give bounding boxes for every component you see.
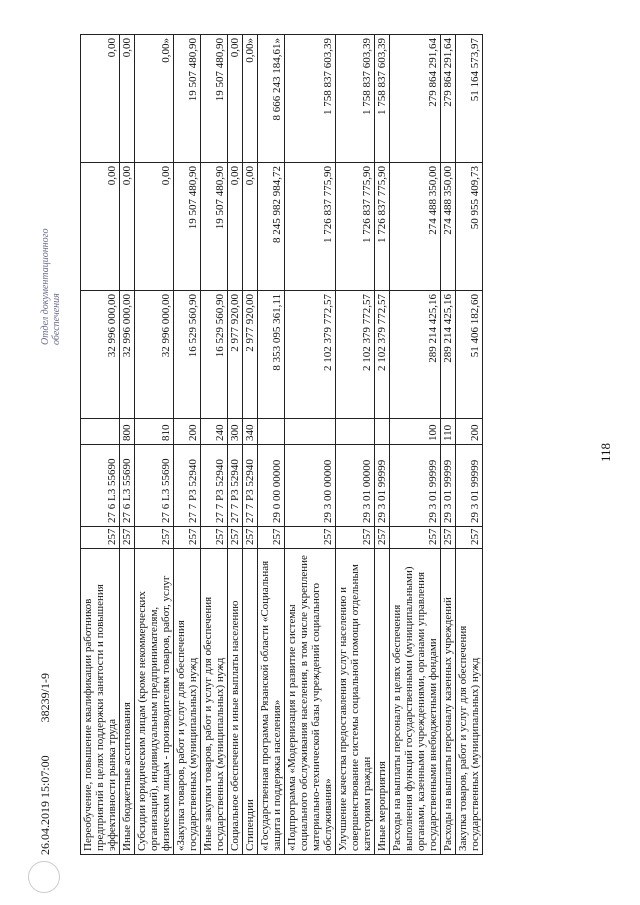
row-value-2021: 279 864 291,64: [390, 35, 441, 163]
row-value-2021: 1 758 837 603,39: [285, 35, 336, 163]
row-name: Иные мероприятия: [375, 549, 390, 855]
row-vr-code: 110: [441, 419, 456, 445]
row-cs-code: 27 7 P3 52940: [228, 445, 243, 527]
row-value-2021: 0,00»: [135, 35, 174, 163]
row-value-2019: 2 977 920,00: [228, 291, 243, 419]
row-cs-code: 29 3 01 99999: [441, 445, 456, 527]
stamp-line-2: обеспечения: [51, 293, 62, 345]
row-value-2020: 19 507 480,90: [201, 163, 228, 291]
row-name: Иные закупки товаров, работ и услуг для обеспечения государственных (муниципальных) нужд: [201, 549, 228, 855]
row-value-2020: 274 488 350,00: [441, 163, 456, 291]
row-value-2019: 32 996 000,00: [81, 291, 120, 419]
row-cs-code: 27 7 P3 52940: [201, 445, 228, 527]
row-name: Иные бюджетные ассигнования: [120, 549, 135, 855]
row-vr-code: 800: [120, 419, 135, 445]
table-row: [120, 35, 135, 855]
row-value-2019: 2 102 379 772,57: [336, 291, 375, 419]
row-name: Расходы на выплаты персоналу казенных учреждений: [441, 549, 456, 855]
row-gr-code: 257: [243, 527, 258, 549]
row-name: «Подпрограмма «Модернизация и развитие системы социального обслуживания населения, в том числе укрепление материально-технической базы учреждений социального обслуживания»: [285, 549, 336, 855]
row-cs-code: 27 7 P3 52940: [243, 445, 258, 527]
table-row: [456, 35, 483, 855]
row-gr-code: 257: [228, 527, 243, 549]
row-vr-code: [336, 419, 375, 445]
row-value-2020: 1 726 837 775,90: [336, 163, 375, 291]
row-cs-code: 29 3 01 99999: [390, 445, 441, 527]
row-vr-code: [285, 419, 336, 445]
row-cs-code: 27 6 L3 55690: [120, 445, 135, 527]
row-value-2019: 16 529 560,90: [174, 291, 201, 419]
stamp-line-1: Отдел документационного: [40, 228, 51, 345]
row-value-2021: 1 758 837 603,39: [375, 35, 390, 163]
page-number: 118: [598, 442, 613, 463]
row-gr-code: 257: [336, 527, 375, 549]
row-vr-code: 340: [243, 419, 258, 445]
row-value-2021: 19 507 480,90: [174, 35, 201, 163]
row-name: Улучшение качества предоставления услуг населению и совершенствование системы социальной помощи отдельным категориям граждан: [336, 549, 375, 855]
row-value-2020: 274 488 350,00: [390, 163, 441, 291]
row-cs-code: 29 3 00 00000: [285, 445, 336, 527]
row-value-2020: 50 955 409,73: [456, 163, 483, 291]
row-name: Расходы на выплаты персоналу в целях обеспечения выполнения функций государственными (муниципальными) органами, казенными учреждениями, органами управления государственными внебюджетными фондами: [390, 549, 441, 855]
row-value-2019: 2 977 920,00: [243, 291, 258, 419]
row-value-2019: 32 996 000,00: [120, 291, 135, 419]
table-row: [375, 35, 390, 855]
row-vr-code: 240: [201, 419, 228, 445]
row-vr-code: 200: [174, 419, 201, 445]
row-value-2019: 8 353 095 361,11: [258, 291, 285, 419]
row-vr-code: 200: [456, 419, 483, 445]
row-value-2020: 0,00: [135, 163, 174, 291]
row-value-2019: 32 996 000,00: [135, 291, 174, 419]
row-name: Социальное обеспечение и иные выплаты населению: [228, 549, 243, 855]
row-gr-code: 257: [375, 527, 390, 549]
row-name: Закупка товаров, работ и услуг для обеспечения государственных (муниципальных) нужд: [456, 549, 483, 855]
row-name: Субсидии юридическим лицам (кроме некоммерческих организаций), индивидуальным предпринимателям, физическим лицам - производителям товаров, работ, услуг: [135, 549, 174, 855]
row-cs-code: 27 7 P3 52940: [174, 445, 201, 527]
row-gr-code: 257: [285, 527, 336, 549]
row-gr-code: 257: [201, 527, 228, 549]
row-gr-code: 257: [120, 527, 135, 549]
row-value-2020: 0,00: [228, 163, 243, 291]
row-value-2021: 279 864 291,64: [441, 35, 456, 163]
row-value-2019: 289 214 425,16: [390, 291, 441, 419]
row-value-2021: 51 164 573,97: [456, 35, 483, 163]
footer-date: 26.04.2019 15:07:00: [38, 755, 52, 855]
budget-table: [80, 34, 483, 855]
row-vr-code: [375, 419, 390, 445]
row-value-2020: 0,00: [81, 163, 120, 291]
row-cs-code: 29 3 01 99999: [456, 445, 483, 527]
row-value-2020: 0,00: [120, 163, 135, 291]
row-vr-code: 100: [390, 419, 441, 445]
row-vr-code: 810: [135, 419, 174, 445]
table-row: [201, 35, 228, 855]
row-value-2021: 1 758 837 603,39: [336, 35, 375, 163]
row-value-2021: 0,00: [120, 35, 135, 163]
table-row: [135, 35, 174, 855]
row-gr-code: 257: [441, 527, 456, 549]
row-gr-code: 257: [456, 527, 483, 549]
row-gr-code: 257: [135, 527, 174, 549]
table-row: [258, 35, 285, 855]
row-cs-code: 27 6 L3 55690: [81, 445, 120, 527]
table-row: [81, 35, 120, 855]
row-cs-code: 27 6 L3 55690: [135, 445, 174, 527]
row-cs-code: 29 3 01 00000: [336, 445, 375, 527]
row-value-2019: 2 102 379 772,57: [375, 291, 390, 419]
table-row: [285, 35, 336, 855]
row-vr-code: [81, 419, 120, 445]
row-cs-code: 29 0 00 00000: [258, 445, 285, 527]
row-gr-code: 257: [174, 527, 201, 549]
page-footer: [38, 643, 53, 855]
row-vr-code: 300: [228, 419, 243, 445]
row-value-2020: 0,00: [243, 163, 258, 291]
row-value-2019: 289 214 425,16: [441, 291, 456, 419]
table-row: [228, 35, 243, 855]
row-value-2019: 2 102 379 772,57: [285, 291, 336, 419]
table-row: [336, 35, 375, 855]
table-row: [390, 35, 441, 855]
department-stamp: [40, 228, 62, 345]
row-name: Переобучение, повышение квалификации работников предприятий в целях поддержки занятости и повышения эффективности рынка труда: [81, 549, 120, 855]
footer-doc-id: 38239/1-9: [38, 672, 52, 723]
row-gr-code: 257: [81, 527, 120, 549]
row-name: «Государственная программа Рязанской области «Социальная защита и поддержка населения»: [258, 549, 285, 855]
row-cs-code: 29 3 01 99999: [375, 445, 390, 527]
row-name: «Закупка товаров, работ и услуг для обеспечения государственных (муниципальных) нужд: [174, 549, 201, 855]
row-value-2020: 8 245 982 984,72: [258, 163, 285, 291]
table-row: [243, 35, 258, 855]
row-vr-code: [258, 419, 285, 445]
row-value-2021: 0,00: [228, 35, 243, 163]
row-gr-code: 257: [258, 527, 285, 549]
row-value-2020: 1 726 837 775,90: [375, 163, 390, 291]
row-value-2021: 8 666 243 184,61»: [258, 35, 285, 163]
row-value-2020: 19 507 480,90: [174, 163, 201, 291]
row-value-2021: 19 507 480,90: [201, 35, 228, 163]
row-value-2019: 16 529 560,90: [201, 291, 228, 419]
table-row: [174, 35, 201, 855]
row-value-2021: 0,00: [81, 35, 120, 163]
row-value-2020: 1 726 837 775,90: [285, 163, 336, 291]
row-gr-code: 257: [390, 527, 441, 549]
row-value-2021: 0,00»: [243, 35, 258, 163]
row-name: Стипендии: [243, 549, 258, 855]
document-logo-icon: [28, 861, 60, 893]
row-value-2019: 51 406 182,60: [456, 291, 483, 419]
table-row: [441, 35, 456, 855]
